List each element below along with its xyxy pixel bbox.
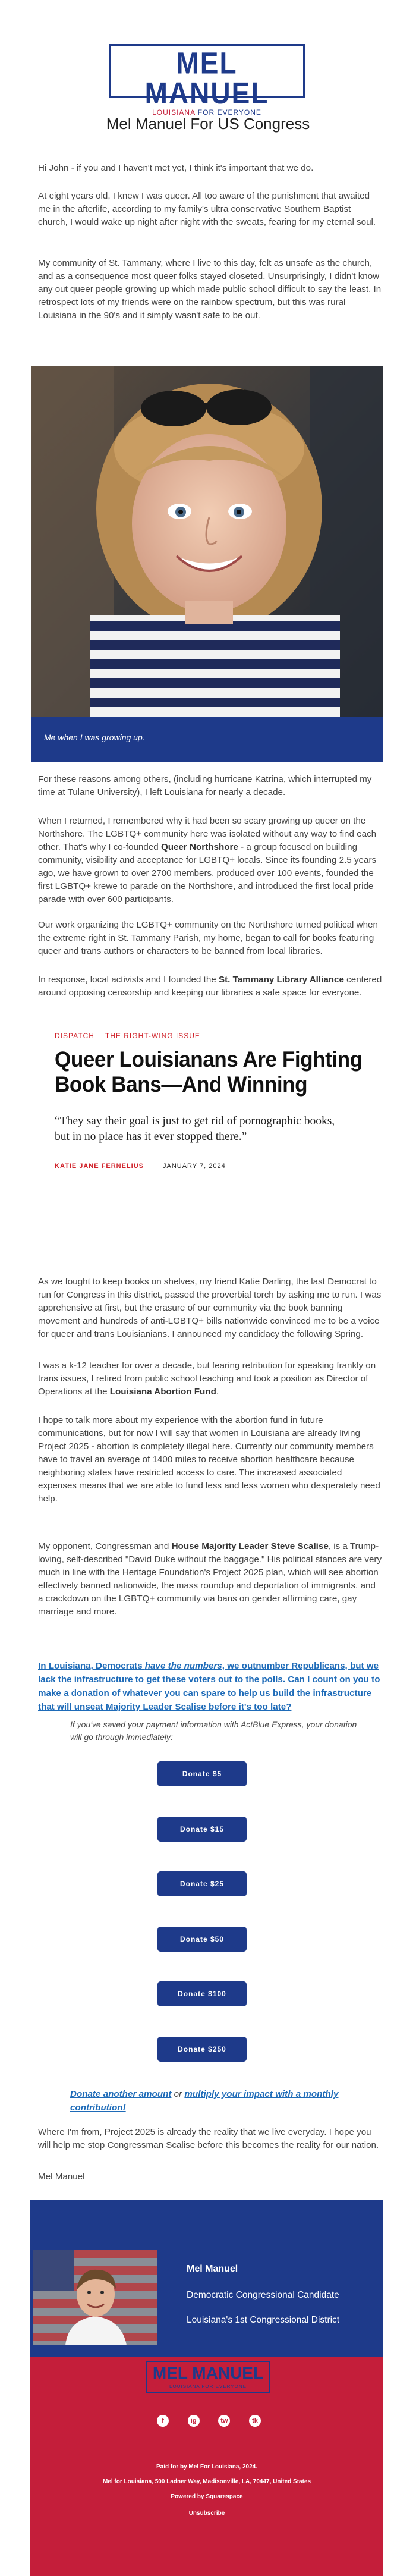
story-paragraph-3: For these reasons among others, (including hurricane Katrina, which interrupted my time at Tulane University), I left Louisiana for nearly a decade. [38,774,372,797]
footer-candidate-role: Democratic Congressional Candidate [187,2290,339,2300]
cta-text-b: have the numbers [144,1661,222,1671]
library-alliance-text: St. Tammany Library Alliance [218,975,344,985]
squarespace-link[interactable]: Squarespace [206,2493,243,2500]
article-kicker [55,1032,387,1040]
cta-text-c: , we outnumber Republicans, but we lack the infrastructure to get these voters out to the polls. Can I count on you to make a donation of whatever you can spare to help us build the infrastructure that will unseat Majority Leader Scalise before it's too late? [38,1661,380,1712]
donation-appeal-link[interactable] [38,1659,383,1714]
twitter-icon[interactable]: tw [218,2415,230,2427]
page-title: Mel Manuel For US Congress [106,115,310,133]
donate-another-amount-link[interactable]: Donate another amount [70,2089,172,2099]
p5-text-a: When I returned, I remembered why it had been so scary growing up queer on the Northshore. The LGBTQ+ community here was isolated without any way to find each other. That's why I co-founded [38,816,377,852]
story-paragraph-9: I hope to talk more about my experience with the abortion fund in future communications, but for now I will say that women in Louisiana are already living Project 2025 - abortion is completely illegal here. Currently our community members have to travel an average of 1400 miles to receive abortion healthcare because neighboring states have restricted access to care. The increased associated expenses means that we are able to fund less and less women who desperately need help. [38,1415,380,1504]
article-date: JANUARY 7, 2024 [162,1163,226,1170]
paid-for-disclaimer: Paid for by Mel For Louisiana, 2024. [156,2464,258,2470]
p11-text-c: , is a Trump-loving, self-described "David Duke without the baggage." His political stances are very much in line with the Heritage Foundation's Project 2025 plan, which will see abortion effectively banned nationwide, the mass roundup and deportation of immigrants, and a crackdown on the LGBTQ+ community via bans on gender affirming care, gay marriage and more. [38,1541,382,1617]
footer-logo-tagline-rest: FOR EVERYONE [201,2384,247,2389]
p9-text-c: . [216,1387,219,1397]
p9-text-a: I was a k-12 teacher for over a decade, but fearing retribution for speaking frankly on trans issues, I retired from public school teaching and took a position as Director of Operations at the [38,1361,376,1397]
p7-text-a: In response, local activists and I founded the [38,975,219,985]
article-quote: “They say their goal is just to get rid of pornographic books, but in no place has it ever stopped there.” [55,1115,335,1143]
signoff: Mel Manuel [38,2172,85,2182]
abortion-fund-text: Louisiana Abortion Fund [109,1387,216,1397]
donate-25-button[interactable]: Donate $25 [157,1871,247,1896]
story-paragraph-5: Our work organizing the LGBTQ+ community on the Northshore turned political when the extreme right in St. Tammany Parish, my home, began to call for books featuring queer and trans authors or characters to be banned from local libraries. [38,920,378,956]
instagram-icon[interactable]: ig [188,2415,200,2427]
intro-paragraph: Hi John - if you and I haven't met yet, I think it's important that we do. [38,163,314,173]
actblue-note: If you've saved your payment information with ActBlue Express, your donation will go through immediately: [70,1720,357,1742]
p7-text-c: centered around opposing censorship and keeping our libraries a safe space for everyone. [38,975,382,998]
article-title: Queer Louisianans Are Fighting Book Bans—And Winning [55,1047,363,1097]
article-section: DISPATCH [55,1032,94,1040]
childhood-photo [31,366,383,717]
unsubscribe-link[interactable]: Unsubscribe [188,2510,225,2517]
donate-50-button[interactable]: Donate $50 [157,1927,247,1952]
article-issue: THE RIGHT-WING ISSUE [105,1032,200,1040]
story-paragraph-6 [38,973,383,1000]
campaign-logo[interactable] [109,44,305,117]
powered-by [30,2493,383,2500]
donate-5-button[interactable]: Donate $5 [157,1761,247,1786]
p11-text-a: My opponent, Congressman and [38,1541,172,1551]
donate-15-button[interactable]: Donate $15 [157,1817,247,1842]
tiktok-icon[interactable]: tk [249,2415,261,2427]
logo-name: MEL MANUEL [144,46,269,110]
footer-candidate-name: Mel Manuel [187,2264,238,2274]
footer-district: Louisiana's 1st Congressional District [187,2315,340,2325]
story-paragraph-7: As we fought to keep books on shelves, my friend Katie Darling, the last Democrat to run for Congress in this district, passed the proverbial torch by asking me to run. I was apprehensive at first, but the erasure of our community via the book banning movement and hundreds of anti-LGBTQ+ bills nationwide convinced me to be a voice for queer and trans Louisianians. I announced my candidacy the following Spring. [38,1277,382,1339]
candidate-photo [33,2250,157,2345]
logo-tagline-rest: FOR EVERYONE [197,108,261,117]
cta-text-a: In Louisiana, Democrats [38,1661,145,1671]
story-paragraph-10 [38,1540,383,1619]
footer-logo-tagline-state: LOUISIANA [169,2384,200,2389]
queer-northshore-text: Queer Northshore [160,842,238,852]
article-card[interactable] [55,1032,387,1170]
photo-caption: Me when I was growing up. [31,717,383,762]
story-paragraph-2: My community of St. Tammany, where I live to this day, felt as unsafe as the church, and as a consequence most queer folks stayed closeted. Unsurprisingly, I didn't know any out queer people growing up which made public school difficult to say the least. In retrospect lots of my friends were on the rainbow spectrum, but this was rural Louisiana in the 90's and it simply wasn't safe to be out. [38,258,382,321]
logo-tagline-state: LOUISIANA [152,108,196,117]
article-author: KATIE JANE FERNELIUS [55,1163,144,1170]
more-or-text: or [171,2089,185,2099]
childhood-photo-image [31,366,383,717]
story-paragraph-8 [38,1359,383,1399]
social-links [157,2415,261,2427]
article-meta [55,1163,387,1170]
donate-100-button[interactable]: Donate $100 [157,1981,247,2006]
footer-logo[interactable] [146,2361,270,2393]
candidate-photo-image [33,2250,157,2345]
powered-by-label: Powered by [171,2493,206,2500]
donate-250-button[interactable]: Donate $250 [157,2037,247,2062]
monthly-contribution-link[interactable]: multiply your impact with a monthly contribution! [70,2089,339,2113]
footer-logo-tagline [147,2384,269,2389]
facebook-icon[interactable]: f [157,2415,169,2427]
closing-paragraph: Where I'm from, Project 2025 is already the reality that we live everyday. I hope you will help me stop Congressman Scalise before this becomes the reality for our nation. [38,2127,379,2150]
footer-logo-name: MEL MANUEL [152,2364,264,2382]
p5-text-c: - a group focused on building community, visibility and acceptance for LGBTQ+ locals. Since its founding 2.5 years ago, we have grown to over 2700 members, produced over 100 events, founded the first LGBTQ+ krewe to parade on the Northshore, and introduced the first local pride parade with over 600 participants. [38,842,377,904]
story-paragraph-4 [38,815,383,906]
more-donation-links [70,2087,367,2115]
story-paragraph-1: At eight years old, I knew I was queer. All too aware of the punishment that awaited me in the afterlife, according to my family's ultra conservative Southern Baptist church, I would wake up night after night with the sweats, fearing for my eternal soul. [38,191,376,227]
scalise-text: House Majority Leader Steve Scalise [171,1541,329,1551]
mailing-address: Mel for Louisiana, 500 Ladner Way, Madisonville, LA, 70447, United States [102,2478,311,2485]
